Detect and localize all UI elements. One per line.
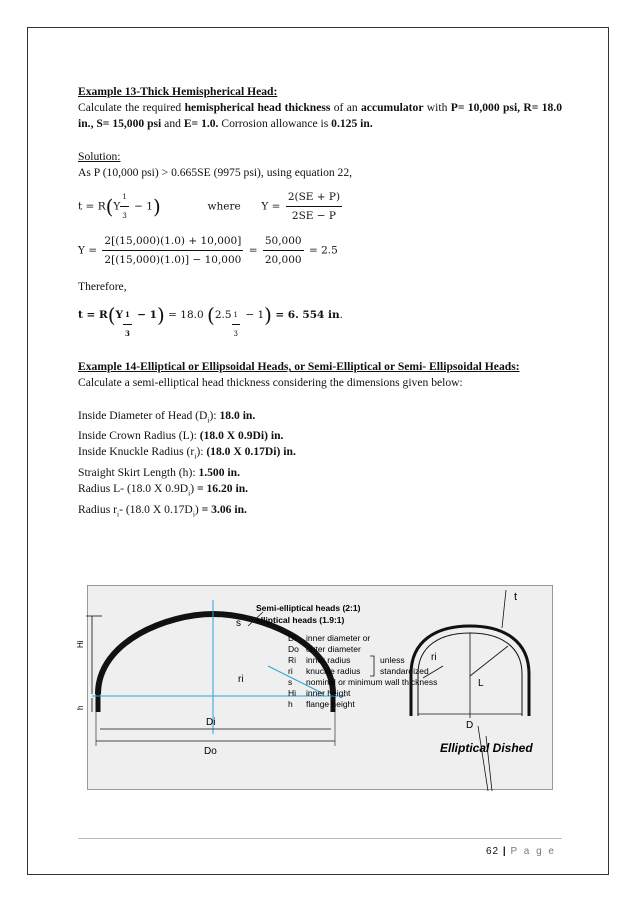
therefore: Therefore, bbox=[78, 280, 127, 294]
example14-title: Example 14-Elliptical or Ellipsoidal Heads, or Semi-Elliptical or Semi- Ellipsoidal Heads: bbox=[78, 360, 520, 374]
label-do: Do bbox=[204, 746, 217, 757]
label-d: D bbox=[466, 720, 474, 731]
dim-item: Inside Diameter of Head $(D_i)$: 18.0 in. bbox=[78, 408, 256, 424]
example14-intro: Calculate a semi-elliptical head thickness considering the dimensions given below: bbox=[78, 376, 463, 390]
svg-text:Di: Di bbox=[288, 633, 297, 643]
svg-text:unless: unless bbox=[380, 655, 405, 665]
svg-text:inner diameter or: inner diameter or bbox=[306, 633, 371, 643]
svg-text:Semi-elliptical heads (2:1): Semi-elliptical heads (2:1) bbox=[256, 603, 361, 613]
svg-text:ri: ri bbox=[288, 666, 293, 676]
svg-text:knuckle radius: knuckle radius bbox=[306, 666, 361, 676]
dim-item: Radius $r_i-$ (18.0 X $0.17D_i) = 3.06$ in. bbox=[78, 502, 247, 518]
where-label: where bbox=[207, 200, 241, 213]
svg-text:nominal or minimum wall thickn: nominal or minimum wall thickness bbox=[306, 677, 438, 687]
svg-text:Hi: Hi bbox=[288, 688, 297, 698]
label-h: h bbox=[76, 705, 85, 710]
dim-item: Inside Knuckle Radius $(r_i)$: (18.0 X 0.17Di) in. bbox=[78, 445, 296, 461]
svg-text:outer diameter: outer diameter bbox=[306, 644, 361, 654]
svg-text:inner radius: inner radius bbox=[306, 655, 351, 665]
svg-text:Do: Do bbox=[288, 644, 299, 654]
svg-text:elliptical heads (1.9:1): elliptical heads (1.9:1) bbox=[256, 615, 345, 625]
label-t: t bbox=[514, 591, 518, 603]
svg-text:h: h bbox=[288, 699, 293, 709]
footer-divider bbox=[78, 838, 562, 839]
example13-title: Example 13-Thick Hemispherical Head: bbox=[78, 85, 278, 98]
example13-problem: Calculate the required hemispherical head thickness of an accumulator with P= 10,000 psi, R= 18.0 in., S= 15,000 psi and E= 1.0. Corrosion allowance is 0.125 in. bbox=[78, 101, 563, 131]
equation-y: Y = $\frac{2[(15,000)(1.0) + 10,000]}{2[(15,000)(1.0)] - 10,000}$ = $\frac{50,000}{20,000}$ = 2.5 bbox=[78, 235, 338, 267]
solution-line: As P (10,000 psi) > 0.665SE (9975 psi), using equation 22, bbox=[78, 165, 353, 179]
svg-text:standardized: standardized bbox=[380, 666, 429, 676]
elliptical-dished-caption: Elliptical Dished bbox=[440, 741, 533, 755]
semi-elliptical-head-shell bbox=[98, 614, 333, 694]
head-diagram bbox=[76, 586, 554, 791]
label-s: s bbox=[236, 618, 241, 629]
label-hi: Hi bbox=[76, 640, 85, 648]
svg-text:inner height: inner height bbox=[306, 688, 351, 698]
label-ri-right: ri bbox=[431, 652, 437, 663]
label-ri: ri bbox=[238, 674, 244, 685]
page-number: 62 | P a g e bbox=[485, 846, 556, 857]
svg-text:flange height: flange height bbox=[306, 699, 355, 709]
head-diagram-figure bbox=[76, 585, 553, 790]
dim-item: Straight Skirt Length (h): 1.500 in. bbox=[78, 465, 240, 479]
dim-item: Radius L- (18.0 X $0.9D_i) = 16.20$ in. bbox=[78, 482, 249, 498]
label-di: Di bbox=[206, 717, 216, 728]
page-content bbox=[78, 84, 562, 522]
svg-text:Ri: Ri bbox=[288, 655, 297, 665]
dimension-list bbox=[78, 408, 562, 522]
equation-result: t = R(Y $\frac{1}{3}$ − 1) = 18.0 (2.5 $\frac{1}{3}$ − 1) = 6. 554 in. bbox=[78, 303, 343, 339]
label-l: L bbox=[478, 678, 484, 689]
dim-item: Inside Crown Radius (L): (18.0 X 0.9Di) in. bbox=[78, 429, 284, 443]
solution-label: Solution: bbox=[78, 149, 121, 163]
equation-t: t = R(Y $\frac{1}{3}$ − 1) where Y = $\frac{2(SE + P)}{2SE - P}$ bbox=[78, 191, 341, 223]
svg-text:s: s bbox=[288, 677, 293, 687]
